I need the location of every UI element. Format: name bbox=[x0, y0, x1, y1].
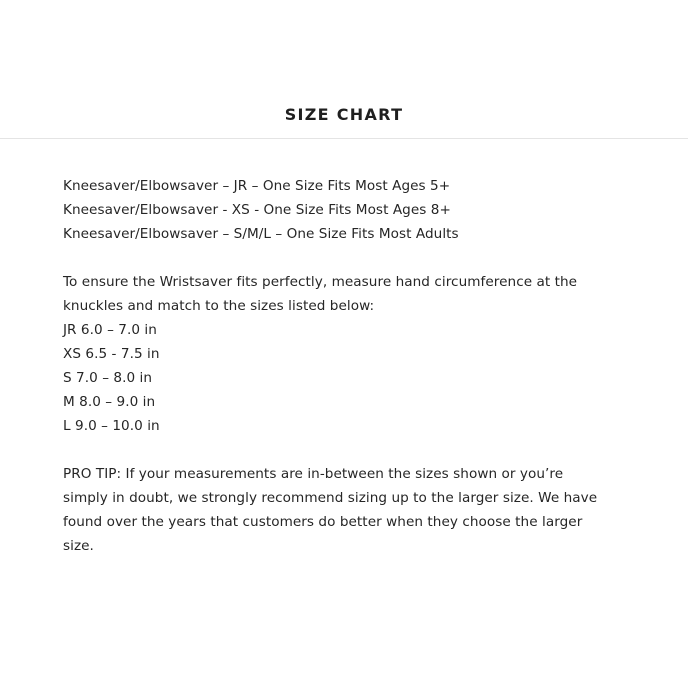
paragraph-spacer bbox=[63, 246, 623, 270]
pro-tip-line: found over the years that customers do better when they choose the larger bbox=[63, 514, 583, 530]
pro-tip-line: size. bbox=[63, 538, 94, 554]
product-size-line: Kneesaver/Elbowsaver - XS - One Size Fits Most Ages 8+ bbox=[63, 202, 451, 218]
wristsaver-intro-line: knuckles and match to the sizes listed below: bbox=[63, 298, 375, 314]
wristsaver-size-line: M 8.0 – 9.0 in bbox=[63, 394, 156, 410]
pro-tip-line: PRO TIP: If your measurements are in-between the sizes shown or you’re bbox=[63, 466, 564, 482]
wristsaver-size-line: JR 6.0 – 7.0 in bbox=[63, 322, 157, 338]
product-size-line: Kneesaver/Elbowsaver – S/M/L – One Size Fits Most Adults bbox=[63, 226, 459, 242]
pro-tip bbox=[63, 462, 623, 558]
paragraph-spacer bbox=[63, 438, 623, 462]
wristsaver-section bbox=[63, 270, 623, 438]
product-size-list bbox=[63, 174, 623, 246]
wristsaver-size-line: S 7.0 – 8.0 in bbox=[63, 370, 153, 386]
modal-body bbox=[63, 174, 623, 558]
wristsaver-intro-line: To ensure the Wristsaver fits perfectly, measure hand circumference at the bbox=[63, 274, 578, 290]
wristsaver-size-line: L 9.0 – 10.0 in bbox=[63, 418, 160, 434]
product-size-line: Kneesaver/Elbowsaver – JR – One Size Fits Most Ages 5+ bbox=[63, 178, 451, 194]
modal-title: SIZE CHART bbox=[284, 105, 404, 124]
pro-tip-line: simply in doubt, we strongly recommend sizing up to the larger size. We have bbox=[63, 490, 598, 506]
modal-header bbox=[0, 96, 688, 139]
wristsaver-size-line: XS 6.5 - 7.5 in bbox=[63, 346, 160, 362]
